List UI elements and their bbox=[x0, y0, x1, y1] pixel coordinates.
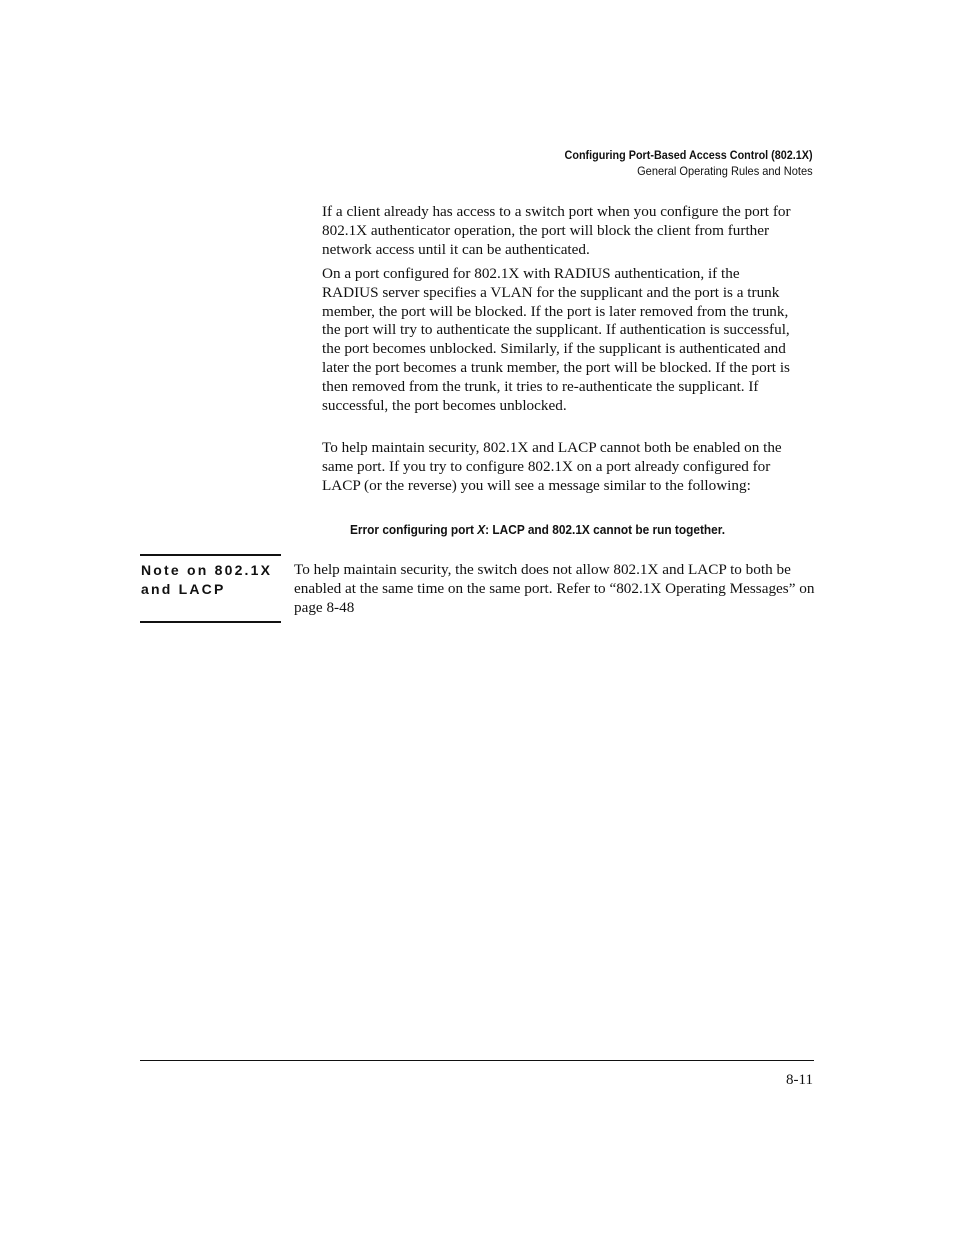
footer-rule bbox=[140, 1060, 814, 1061]
note-text: To help maintain security, the switch does not allow 802.1X and LACP to both be enabled at the same time on the same port. Refer to “802.1X Operating Messages” on page 8-48 bbox=[294, 561, 815, 616]
running-header bbox=[537, 147, 813, 179]
section-title: General Operating Rules and Notes bbox=[637, 164, 813, 178]
paragraph-radius-vlan-trunk: On a port configured for 802.1X with RADIUS authentication, if the RADIUS server specifies a VLAN for the supplicant and the port is a trunk member, the port will be blocked. If the port is later removed from the trunk, the port will try to authenticate the supplicant. If authentication is successful, the port becomes unblocked. Similarly, if the supplicant is authenticated and later the port becomes a trunk member, the port will be blocked. If the port is then removed from the trunk, it tries to re-authenticate the supplicant. If successful, the port becomes unblocked. bbox=[322, 265, 790, 414]
page-number: 8-11 bbox=[786, 1072, 813, 1088]
chapter-title: Configuring Port-Based Access Control (802.1X) bbox=[564, 148, 813, 162]
error-message-example bbox=[350, 522, 725, 537]
note-label: Note on 802.1X and LACP bbox=[141, 562, 273, 597]
error-message-prefix: Error configuring port bbox=[350, 522, 478, 537]
paragraph-lacp-conflict: To help maintain security, 802.1X and LACP cannot both be enabled on the same port. If you try to configure 802.1X on a port already configured for LACP (or the reverse) you will see a message similar to the following: bbox=[322, 439, 782, 494]
note-bottom-rule bbox=[140, 621, 281, 623]
error-message-suffix: : LACP and 802.1X cannot be run together. bbox=[485, 522, 726, 537]
paragraph-client-access: If a client already has access to a switch port when you configure the port for 802.1X authenticator operation, the port will block the client from further network access until it can be authenticated. bbox=[322, 203, 791, 258]
error-message-variable: X bbox=[477, 522, 486, 537]
note-top-rule bbox=[140, 554, 281, 556]
